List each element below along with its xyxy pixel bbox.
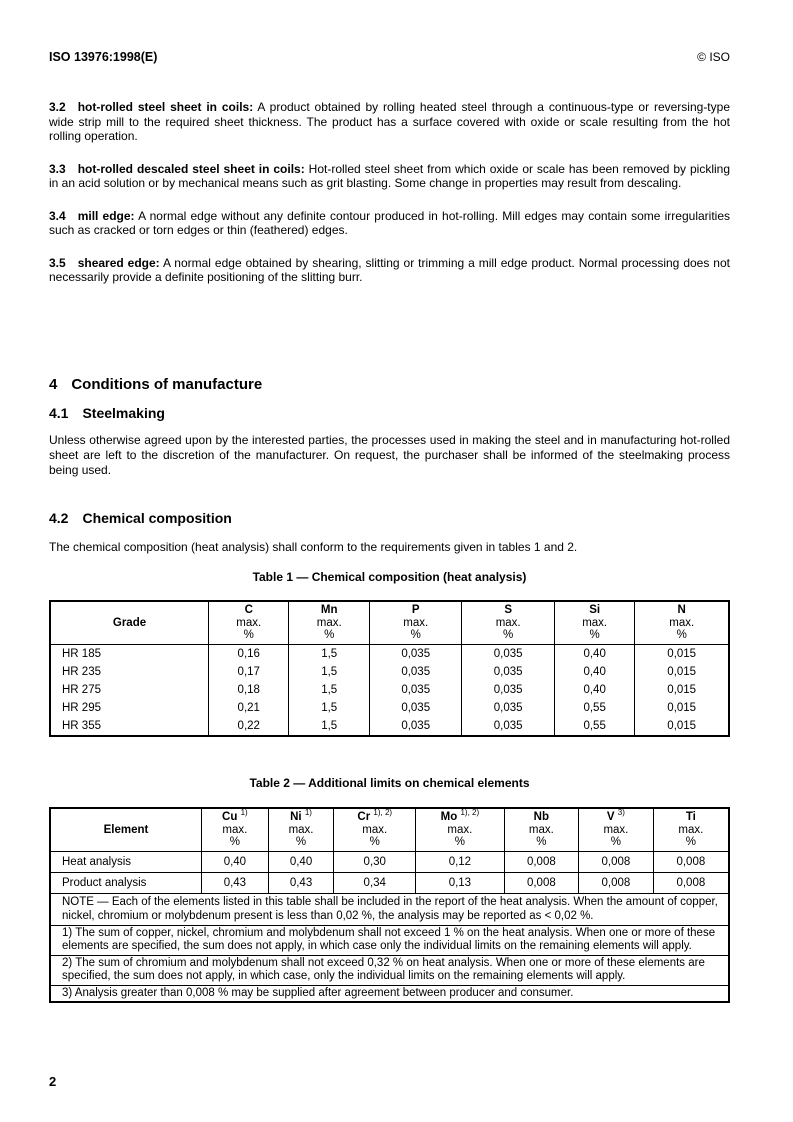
col-unit: % xyxy=(243,629,254,641)
grade-cell: HR 185 xyxy=(62,647,101,660)
grade-cell: HR 275 xyxy=(62,683,101,696)
col-unit: % xyxy=(229,836,240,848)
footnote-row xyxy=(50,955,729,985)
table-row xyxy=(50,663,729,681)
value-cell: 0,30 xyxy=(334,851,416,872)
value-cell: 0,008 xyxy=(579,851,654,872)
table1-col-header xyxy=(369,601,461,644)
col-qualifier: max. xyxy=(288,823,314,836)
element-symbol: Si xyxy=(589,604,601,616)
element-symbol: C xyxy=(244,604,253,616)
value-cell: 0,43 xyxy=(268,872,334,893)
value-cell: 0,015 xyxy=(635,717,729,736)
element-symbol: Ni xyxy=(290,811,302,823)
table-row xyxy=(50,644,729,663)
table2-col-header xyxy=(579,808,654,851)
col-qualifier: max. xyxy=(403,616,429,629)
table2-col-header xyxy=(334,808,416,851)
value-cell: 0,035 xyxy=(369,717,461,736)
col-unit: % xyxy=(685,836,696,848)
footnote-ref: 1), 2) xyxy=(460,808,480,817)
footnote-ref: 1) xyxy=(304,808,312,817)
col-unit: % xyxy=(324,629,335,641)
grade-cell: HR 235 xyxy=(62,665,101,678)
analysis-label-cell: Product analysis xyxy=(50,872,202,893)
table1-caption: Table 1 — Chemical composition (heat analysis) xyxy=(252,570,527,584)
grade-cell: HR 355 xyxy=(62,719,101,732)
value-cell: 0,22 xyxy=(209,717,289,736)
table1-col-header xyxy=(289,601,369,644)
element-symbol: Cr xyxy=(357,811,371,823)
table1-col-header xyxy=(462,601,554,644)
col-unit: % xyxy=(610,836,622,848)
value-cell: 1,5 xyxy=(289,699,369,717)
value-cell: 0,015 xyxy=(635,663,729,681)
value-cell: 0,035 xyxy=(369,663,461,681)
element-symbol: Nb xyxy=(533,811,550,823)
value-cell: 0,035 xyxy=(462,681,554,699)
value-cell: 1,5 xyxy=(289,663,369,681)
col-qualifier: max. xyxy=(222,823,248,836)
value-cell: 0,55 xyxy=(554,699,634,717)
section-heading: 4 Conditions of manufacture xyxy=(49,376,263,393)
definition-term: hot-rolled steel sheet in coils: xyxy=(77,100,254,114)
value-cell: 1,5 xyxy=(289,681,369,699)
footnote-ref: 1) xyxy=(240,808,248,817)
element-symbol: S xyxy=(504,604,512,616)
definitions-list xyxy=(49,100,730,285)
value-cell: 0,13 xyxy=(416,872,504,893)
table2-col-header xyxy=(653,808,729,851)
footnote-ref: 3) xyxy=(617,808,625,817)
table1-col-header xyxy=(209,601,289,644)
col-qualifier: max. xyxy=(316,616,342,629)
definition-term: mill edge: xyxy=(77,208,135,223)
value-cell: 0,008 xyxy=(504,851,579,872)
element-symbol: Mo xyxy=(440,811,458,823)
definition-3.4 xyxy=(49,209,730,238)
value-cell: 0,40 xyxy=(202,851,269,872)
element-symbol: Mn xyxy=(320,604,338,616)
col-qualifier: max. xyxy=(528,823,554,836)
col-unit: % xyxy=(536,836,547,848)
value-cell: 0,008 xyxy=(653,851,729,872)
col-unit: % xyxy=(589,629,600,641)
table2-col-header xyxy=(268,808,334,851)
definition-term: hot-rolled descaled steel sheet in coils: xyxy=(77,161,305,176)
steelmaking-paragraph: Unless otherwise agreed upon by the interested parties, the processes used in making the steel and in manufacturing hot-rolled sheet are left to the discretion of the manufacturer. On request, the purchaser shall be informed of the steelmaking process being used. xyxy=(49,433,730,477)
element-symbol: N xyxy=(677,604,686,616)
subsection-heading-steelmaking: 4.1 Steelmaking xyxy=(49,405,165,421)
page-content xyxy=(49,100,730,303)
col-unit: % xyxy=(410,629,421,641)
grade-header: Grade xyxy=(50,601,209,644)
element-header: Element xyxy=(50,808,202,851)
value-cell: 0,035 xyxy=(369,644,461,663)
value-cell: 0,008 xyxy=(504,872,579,893)
definition-text: A normal edge obtained by shearing, slitting or trimming a mill edge product. Normal processing does not necessarily provide a definite positioning of the slitting burr. xyxy=(49,255,730,284)
value-cell: 0,035 xyxy=(462,644,554,663)
col-qualifier: max. xyxy=(495,616,521,629)
value-cell: 0,015 xyxy=(635,644,729,663)
table-row xyxy=(50,872,729,893)
definition-3.3 xyxy=(49,162,730,191)
col-unit: % xyxy=(676,629,687,641)
element-symbol: P xyxy=(411,604,420,616)
table2-col-header xyxy=(202,808,269,851)
value-cell: 0,16 xyxy=(209,644,289,663)
value-cell: 0,55 xyxy=(554,717,634,736)
copyright-mark: © ISO xyxy=(697,50,730,64)
value-cell: 0,17 xyxy=(209,663,289,681)
definition-text: Hot-rolled steel sheet from which oxide or scale has been removed by pickling in an acid solution or by mechanical means such as grit blasting. Some change in properties may result from descaling. xyxy=(49,161,731,190)
value-cell: 0,40 xyxy=(554,681,634,699)
element-symbol: Cu xyxy=(222,811,238,823)
table2-caption: Table 2 — Additional limits on chemical elements xyxy=(249,776,530,790)
value-cell: 0,12 xyxy=(416,851,504,872)
document-id: ISO 13976:1998(E) xyxy=(49,50,158,64)
table1-col-header xyxy=(554,601,634,644)
col-qualifier: max. xyxy=(362,823,388,836)
subsection-heading-chemical: 4.2 Chemical composition xyxy=(49,510,232,526)
value-cell: 0,43 xyxy=(202,872,269,893)
table-row xyxy=(50,681,729,699)
table-row xyxy=(50,699,729,717)
col-qualifier: max. xyxy=(669,616,695,629)
definition-number: 3.5 xyxy=(49,255,66,270)
table-row xyxy=(50,851,729,872)
value-cell: 0,035 xyxy=(462,717,554,736)
value-cell: 0,015 xyxy=(635,681,729,699)
value-cell: 0,40 xyxy=(554,644,634,663)
value-cell: 0,21 xyxy=(209,699,289,717)
chemical-paragraph: The chemical composition (heat analysis) shall conform to the requirements given in tables 1 and 2. xyxy=(49,540,578,554)
value-cell: 1,5 xyxy=(289,717,369,736)
value-cell: 0,035 xyxy=(462,663,554,681)
footnote-row xyxy=(50,985,729,1002)
col-qualifier: max. xyxy=(582,616,608,629)
value-cell: 0,40 xyxy=(268,851,334,872)
analysis-label-cell: Heat analysis xyxy=(62,855,132,868)
value-cell: 0,18 xyxy=(209,681,289,699)
table-footnote: 3) Analysis greater than 0,008 % may be supplied after agreement between producer and consumer. xyxy=(50,985,729,1002)
col-qualifier: max. xyxy=(603,823,629,836)
table-footnote: 2) The sum of chromium and molybdenum shall not exceed 0,32 % on heat analysis. When one or more of these elements are specified, the sum does not apply, in which case, only the individual limits on the remaining elements will apply. xyxy=(50,955,729,985)
definition-term: sheared edge: xyxy=(77,255,160,270)
table1-col-header xyxy=(635,601,729,644)
definition-number: 3.4 xyxy=(49,208,66,223)
definition-3.2 xyxy=(49,100,730,144)
table2 xyxy=(49,807,730,1003)
col-unit: % xyxy=(369,836,380,848)
table-note: NOTE — Each of the elements listed in this table shall be included in the report of the heat analysis. When the amount of copper, nickel, chromium or molybdenum present is less than 0,02 %, the analysis may be reported as < 0,02 %. xyxy=(50,893,729,925)
page-number: 2 xyxy=(49,1074,57,1089)
definition-number: 3.3 xyxy=(49,161,66,176)
table2-col-header xyxy=(416,808,504,851)
col-qualifier: max. xyxy=(447,823,473,836)
table1 xyxy=(49,600,730,737)
value-cell: 0,035 xyxy=(369,681,461,699)
value-cell: 0,035 xyxy=(462,699,554,717)
col-unit: % xyxy=(295,836,307,848)
definition-3.5 xyxy=(49,256,730,285)
col-qualifier: max. xyxy=(236,616,262,629)
note-row xyxy=(50,893,729,925)
definition-text: A normal edge without any definite contour produced in hot-rolling. Mill edges may contain some irregularities such as cracked or torn edges or thin (feathered) edges. xyxy=(49,208,730,237)
footnote-ref: 1), 2) xyxy=(373,808,393,817)
value-cell: 0,008 xyxy=(653,872,729,893)
element-symbol: V xyxy=(606,811,615,823)
element-symbol: Ti xyxy=(685,811,696,823)
col-unit: % xyxy=(454,836,465,848)
grade-cell: HR 295 xyxy=(62,701,101,714)
definition-text: A product obtained by rolling heated steel through a continuous-type or reversing-type wide strip mill to the required sheet thickness. The product has a surface covered with oxide or scale resulting from the hot rolling operation. xyxy=(49,100,730,143)
value-cell: 1,5 xyxy=(289,644,369,663)
table2-col-header xyxy=(504,808,579,851)
col-unit: % xyxy=(503,629,514,641)
col-qualifier: max. xyxy=(678,823,704,836)
table-footnote: 1) The sum of copper, nickel, chromium and molybdenum shall not exceed 1 % on the heat analysis. When one or more of these elements are specified, the sum does not apply, in which case only the individual limits on the remaining elements will apply. xyxy=(50,925,729,955)
value-cell: 0,015 xyxy=(635,699,729,717)
table-row xyxy=(50,717,729,736)
value-cell: 0,40 xyxy=(554,663,634,681)
value-cell: 0,008 xyxy=(579,872,654,893)
value-cell: 0,035 xyxy=(369,699,461,717)
footnote-row xyxy=(50,925,729,955)
value-cell: 0,34 xyxy=(334,872,416,893)
definition-number: 3.2 xyxy=(49,100,66,114)
